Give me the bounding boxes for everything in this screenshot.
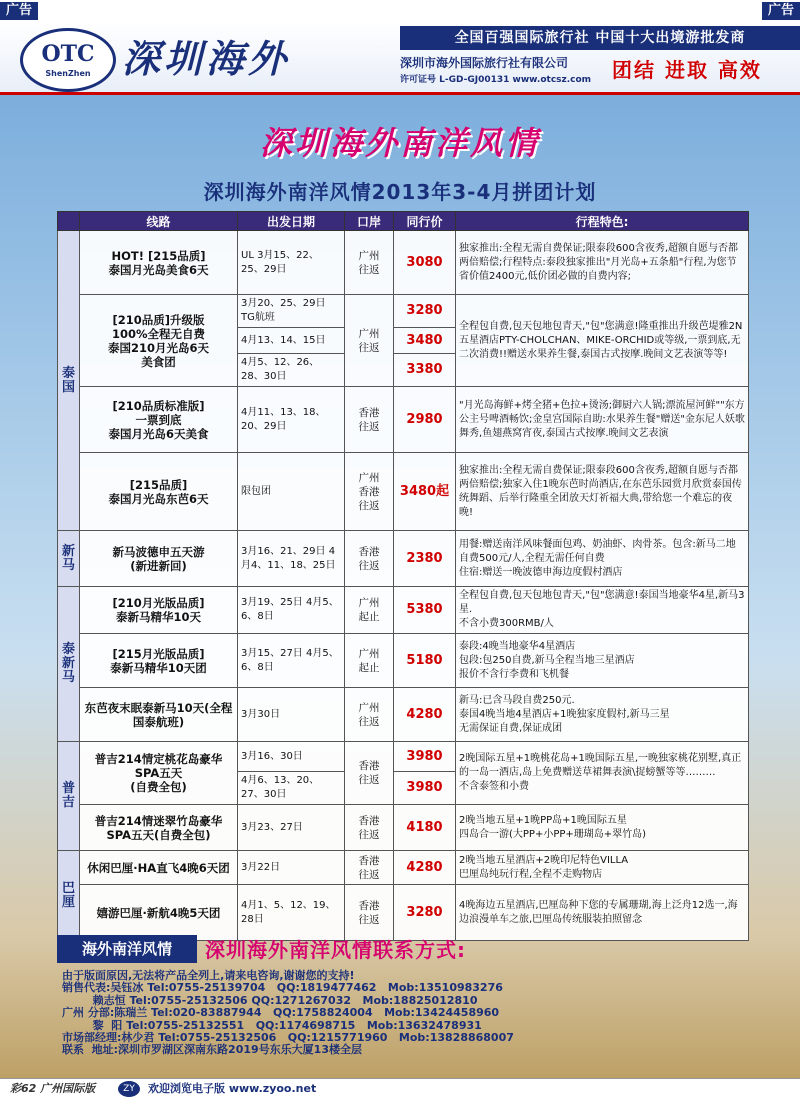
table-row xyxy=(58,387,749,453)
contact-line: 销售代表:吴钰冰 Tel:0755-25139704 QQ:1819477462 Mob:13510983276 xyxy=(62,981,503,995)
price-cell: 3480 xyxy=(394,328,456,354)
date-cell: 限包团 xyxy=(238,453,345,531)
slogan-primary: 全国百强国际旅行社 中国十大出境游批发商 xyxy=(400,26,800,50)
price-cell: 5380 xyxy=(394,587,456,634)
date-cell: 4月13、14、15日 xyxy=(238,328,345,354)
slogan-secondary: 团结 进取 高效 xyxy=(612,58,762,82)
date-cell: 4月5、12、26、28、30日 xyxy=(238,354,345,387)
feature-cell: 泰段:4晚当地豪华4星酒店 包段:包250自费,新马全程当地三星酒店 报价不含行李费和飞机餐 xyxy=(456,634,749,688)
zy-logo-icon: ZY xyxy=(118,1081,140,1097)
price-cell: 3380 xyxy=(394,354,456,387)
route-cell: 嬉游巴厘·新航4晚5天团 xyxy=(80,885,238,941)
table-row xyxy=(58,531,749,587)
port-cell: 香港 往返 xyxy=(345,851,394,885)
date-cell: 3月30日 xyxy=(238,688,345,742)
port-cell: 香港 往返 xyxy=(345,805,394,851)
route-cell: 普吉214情定桃花岛豪华SPA五天 (自费全包) xyxy=(80,742,238,805)
price-cell: 2380 xyxy=(394,531,456,587)
contact-logo: 海外南洋风情 xyxy=(57,935,197,963)
feature-cell: "月光岛海鲜+烤全猪+色拉+烫汤;御厨六人锅;漂流屋河鲜""东方公主号啤酒畅饮;金皇宫国际自助:水果养生餐"赠送"金东尼人妖歌舞秀,鱼翅燕窝宵夜,泰国古式按摩.晚间文艺表演 xyxy=(456,387,749,453)
price-cell: 3080 xyxy=(394,231,456,295)
date-cell: 3月19、25日 4月5、6、8日 xyxy=(238,587,345,634)
ad-tag-right: 广告 xyxy=(762,2,800,20)
contact-line: 赖志恒 Tel:0755-25132506 QQ:1271267032 Mob:18825012810 xyxy=(62,993,478,1007)
price-cell: 5180 xyxy=(394,634,456,688)
port-cell: 广州 往返 xyxy=(345,231,394,295)
price-cell: 3480起 xyxy=(394,453,456,531)
table-header-row xyxy=(58,212,749,231)
price-cell: 3980 xyxy=(394,742,456,772)
table-row xyxy=(58,634,749,688)
ad-tag-left: 广告 xyxy=(0,2,38,20)
page-label: 彩62 广州国际版 xyxy=(10,1082,96,1095)
header-price: 同行价 xyxy=(394,212,456,231)
company-name: 深圳市海外国际旅行社有限公司 xyxy=(400,56,569,70)
feature-cell: 2晚国际五星+1晚桃花岛+1晚国际五星,一晚独家桃花别墅,真正的一岛一酒店,岛上免费赠送草裙舞表演\捉螃蟹等等……… 不含泰签和小费 xyxy=(456,742,749,805)
contact-line: 联系 地址:深圳市罗湖区深南东路2019号东乐大厦13楼全层 xyxy=(62,1043,362,1057)
port-cell: 广州 香港 往返 xyxy=(345,453,394,531)
port-cell: 广州 往返 xyxy=(345,295,394,387)
region-cell: 新 马 xyxy=(58,531,80,587)
feature-cell: 独家推出:全程无需自费保证;限泰段600含夜秀,超额自愿与否都两倍赔偿;独家入住1晚东芭时尚酒店,在东芭乐园赏月欣赏泰国传统舞蹈、后举行隆重全团放天灯祈福大典,带给您一个难忘的夜晚! xyxy=(456,453,749,531)
feature-cell: 全程包自费,包天包地包青天,"包"您满意!泰国当地豪华4星,新马3星. 不含小费300RMB/人 xyxy=(456,587,749,634)
route-cell: 休闲巴厘·HA直飞4晚6天团 xyxy=(80,851,238,885)
table-row xyxy=(58,231,749,295)
feature-cell: 2晚当地五星+1晚PP岛+1晚国际五星 四岛合一游(大PP+小PP+珊瑚岛+翠竹岛) xyxy=(456,805,749,851)
contact-notice: 由于版面原因,无法将产品全列上,请来电咨询,谢谢您的支持! xyxy=(62,969,355,982)
table-row xyxy=(58,851,749,885)
port-cell: 香港 往返 xyxy=(345,387,394,453)
top-bar xyxy=(0,0,800,22)
date-cell: 3月16、21、29日 4月4、11、18、25日 xyxy=(238,531,345,587)
route-cell: 普吉214情迷翠竹岛豪华SPA五天(自费全包) xyxy=(80,805,238,851)
date-cell: 4月11、13、18、20、29日 xyxy=(238,387,345,453)
header-features: 行程特色: xyxy=(456,212,749,231)
table-row xyxy=(58,885,749,941)
date-cell: UL 3月15、22、25、29日 xyxy=(238,231,345,295)
date-cell: 4月6、13、20、27、30日 xyxy=(238,772,345,805)
contact-block xyxy=(62,970,752,1057)
date-cell: 3月22日 xyxy=(238,851,345,885)
port-cell: 广州 往返 xyxy=(345,688,394,742)
route-cell: 东芭夜末眠泰新马10天(全程国泰航班) xyxy=(80,688,238,742)
contact-line: 黎 阳 Tel:0755-25132551 QQ:1174698715 Mob:13632478931 xyxy=(62,1018,482,1032)
price-cell: 3280 xyxy=(394,885,456,941)
region-cell: 巴 厘 xyxy=(58,851,80,941)
date-cell: 3月16、30日 xyxy=(238,742,345,772)
table-row xyxy=(58,805,749,851)
route-cell: HOT! [215品质] 泰国月光岛美食6天 xyxy=(80,231,238,295)
header-region xyxy=(58,212,80,231)
table-row xyxy=(58,453,749,531)
table-row xyxy=(58,295,749,328)
port-cell: 香港 往返 xyxy=(345,885,394,941)
price-cell: 4280 xyxy=(394,851,456,885)
feature-cell: 2晚当地五星酒店+2晚印尼特色VILLA 巴厘岛纯玩行程,全程不走购物店 xyxy=(456,851,749,885)
feature-cell: 全程包自费,包天包地包青天,"包"您满意!隆重推出升级芭堤雅2N五星酒店PTY-CHOLCHAN、MIKE-ORCHID或等级,一票到底,无二次消费!!赠送水果养生餐,泰国古式按摩.晚间文艺表演等等! xyxy=(456,295,749,387)
footer-link[interactable]: 欢迎浏览电子版 www.zyoo.net xyxy=(148,1082,317,1095)
plan-title: 深圳海外南洋风情2013年3-4月拼团计划 xyxy=(203,180,597,204)
tour-table xyxy=(57,211,749,941)
route-cell: [215月光版品质] 泰新马精华10天团 xyxy=(80,634,238,688)
table-row xyxy=(58,742,749,772)
otc-logo xyxy=(20,28,116,92)
price-cell: 2980 xyxy=(394,387,456,453)
headline: 深圳海外南洋风情 xyxy=(259,124,540,162)
contact-line: 市场部经理:林少君 Tel:0755-25132506 QQ:1215771960 Mob:13828868007 xyxy=(62,1031,514,1045)
price-cell: 3980 xyxy=(394,772,456,805)
port-cell: 香港 往返 xyxy=(345,531,394,587)
region-cell: 泰 新 马 xyxy=(58,587,80,742)
header-port: 口岸 xyxy=(345,212,394,231)
logo-text: OTC xyxy=(41,41,95,67)
port-cell: 香港 往返 xyxy=(345,742,394,805)
region-cell: 普 吉 xyxy=(58,742,80,851)
feature-cell: 新马:已含马段自费250元. 泰国4晚当地4星酒店+1晚独家度假村,新马三星 无需保证自费,保证成团 xyxy=(456,688,749,742)
logo-sub: ShenZhen xyxy=(45,69,91,78)
date-cell: 3月23、27日 xyxy=(238,805,345,851)
header-route: 线路 xyxy=(80,212,238,231)
price-cell: 3280 xyxy=(394,295,456,328)
date-cell: 3月20、25、29日 TG航班 xyxy=(238,295,345,328)
price-cell: 4180 xyxy=(394,805,456,851)
feature-cell: 用餐:赠送南洋风味餐面包鸡、奶油虾、肉骨茶。包含:新马二地自费500元/人,全程无需任何自费 住宿:赠送一晚波德申海边度假村酒店 xyxy=(456,531,749,587)
feature-cell: 独家推出:全程无需自费保证;限泰段600含夜秀,超额自愿与否都两倍赔偿;行程特点:泰段独家推出"月光岛+五条船"行程,为您节省价值2400元,低价团必做的自费内容; xyxy=(456,231,749,295)
port-cell: 广州 起止 xyxy=(345,634,394,688)
header-date: 出发日期 xyxy=(238,212,345,231)
date-cell: 3月15、27日 4月5、6、8日 xyxy=(238,634,345,688)
feature-cell: 4晚海边五星酒店,巴厘岛种下您的专属珊瑚,海上泛舟12选一,海边浪漫单车之旅,巴厘岛传统服装拍照留念 xyxy=(456,885,749,941)
route-cell: [210品质标准版] 一票到底 泰国月光岛6天美食 xyxy=(80,387,238,453)
price-cell: 4280 xyxy=(394,688,456,742)
route-cell: 新马波德申五天游 (新进新回) xyxy=(80,531,238,587)
route-cell: [210月光版品质] 泰新马精华10天 xyxy=(80,587,238,634)
port-cell: 广州 起止 xyxy=(345,587,394,634)
license-info: 许可证号 L-GD-GJ00131 www.otcsz.com xyxy=(400,75,592,85)
contact-line: 广州 分部:陈瑞兰 Tel:020-83887944 QQ:1758824004 Mob:13424458960 xyxy=(62,1006,500,1020)
brand-name: 深圳海外 xyxy=(122,37,291,81)
date-cell: 4月1、5、12、19、28日 xyxy=(238,885,345,941)
table-row xyxy=(58,587,749,634)
region-cell: 泰 国 xyxy=(58,231,80,531)
table-row xyxy=(58,688,749,742)
route-cell: [215品质] 泰国月光岛东芭6天 xyxy=(80,453,238,531)
contact-title: 深圳海外南洋风情联系方式: xyxy=(205,938,466,962)
route-cell: [210品质]升级版 100%全程无自费 泰国210月光岛6天 美食团 xyxy=(80,295,238,387)
